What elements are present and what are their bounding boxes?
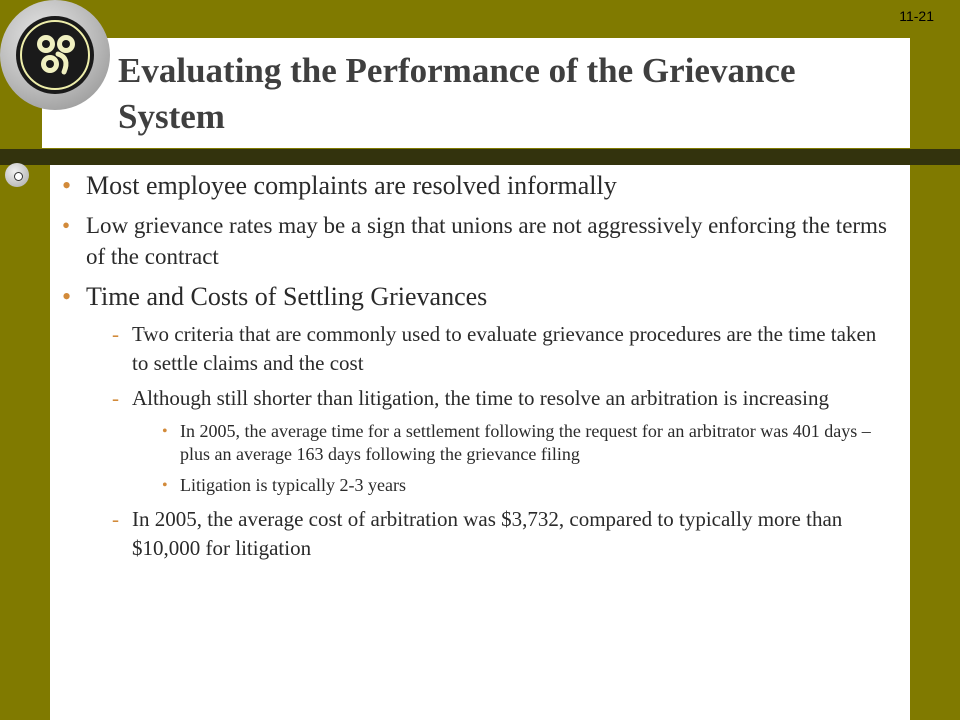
bullet-text: Most employee complaints are resolved informally — [86, 171, 617, 200]
sub-bullet-text: Although still shorter than litigation, the time to resolve an arbitration is increasing — [132, 386, 829, 410]
bullet-list — [62, 170, 892, 572]
sub-bullet-item — [86, 384, 892, 497]
sub-sub-bullet-text: Litigation is typically 2-3 years — [180, 475, 406, 495]
dash-marker: - — [112, 507, 119, 531]
slide-number: 11-21 — [899, 8, 934, 24]
slide-title: Evaluating the Performance of the Grievance System — [118, 51, 796, 136]
bullet-marker: • — [62, 171, 72, 200]
emblem-glyph-icon — [0, 0, 110, 110]
sub-bullet-item — [86, 505, 892, 563]
sub-bullet-text: Two criteria that are commonly used to evaluate grievance procedures are the time taken to settle claims and the cost — [132, 322, 877, 375]
frame-divider-bar — [0, 149, 960, 165]
bullet-text: Low grievance rates may be a sign that unions are not aggressively enforcing the terms of the contract — [86, 213, 887, 269]
sub-bullet-item — [86, 320, 892, 378]
round-bullet-icon — [5, 163, 29, 187]
sub-sub-bullet-text: In 2005, the average time for a settlement following the request for an arbitrator was 401 days – plus an average 163 days following the grievance filing — [180, 421, 871, 464]
sub-bullet-text: In 2005, the average cost of arbitration was $3,732, compared to typically more than $10,000 for litigation — [132, 507, 843, 560]
bullet-item — [62, 210, 892, 272]
left-frame-strip — [0, 165, 40, 720]
round-bullet-center — [14, 172, 23, 181]
bullet-marker: • — [62, 213, 71, 238]
emblem-logo-icon — [0, 0, 110, 110]
bullet-marker: • — [162, 477, 168, 494]
bullet-marker: • — [62, 282, 72, 311]
sub-sub-bullet-item — [132, 474, 892, 497]
sub-sub-bullet-item — [132, 420, 892, 466]
bullet-item — [62, 170, 892, 201]
bullet-item — [62, 281, 892, 563]
sub-bullet-list — [86, 320, 892, 563]
dash-marker: - — [112, 386, 119, 410]
sub-sub-bullet-list — [132, 420, 892, 497]
bullet-text: Time and Costs of Settling Grievances — [86, 282, 488, 311]
bullet-marker: • — [162, 423, 168, 440]
right-frame-strip — [910, 165, 960, 720]
dash-marker: - — [112, 322, 119, 346]
